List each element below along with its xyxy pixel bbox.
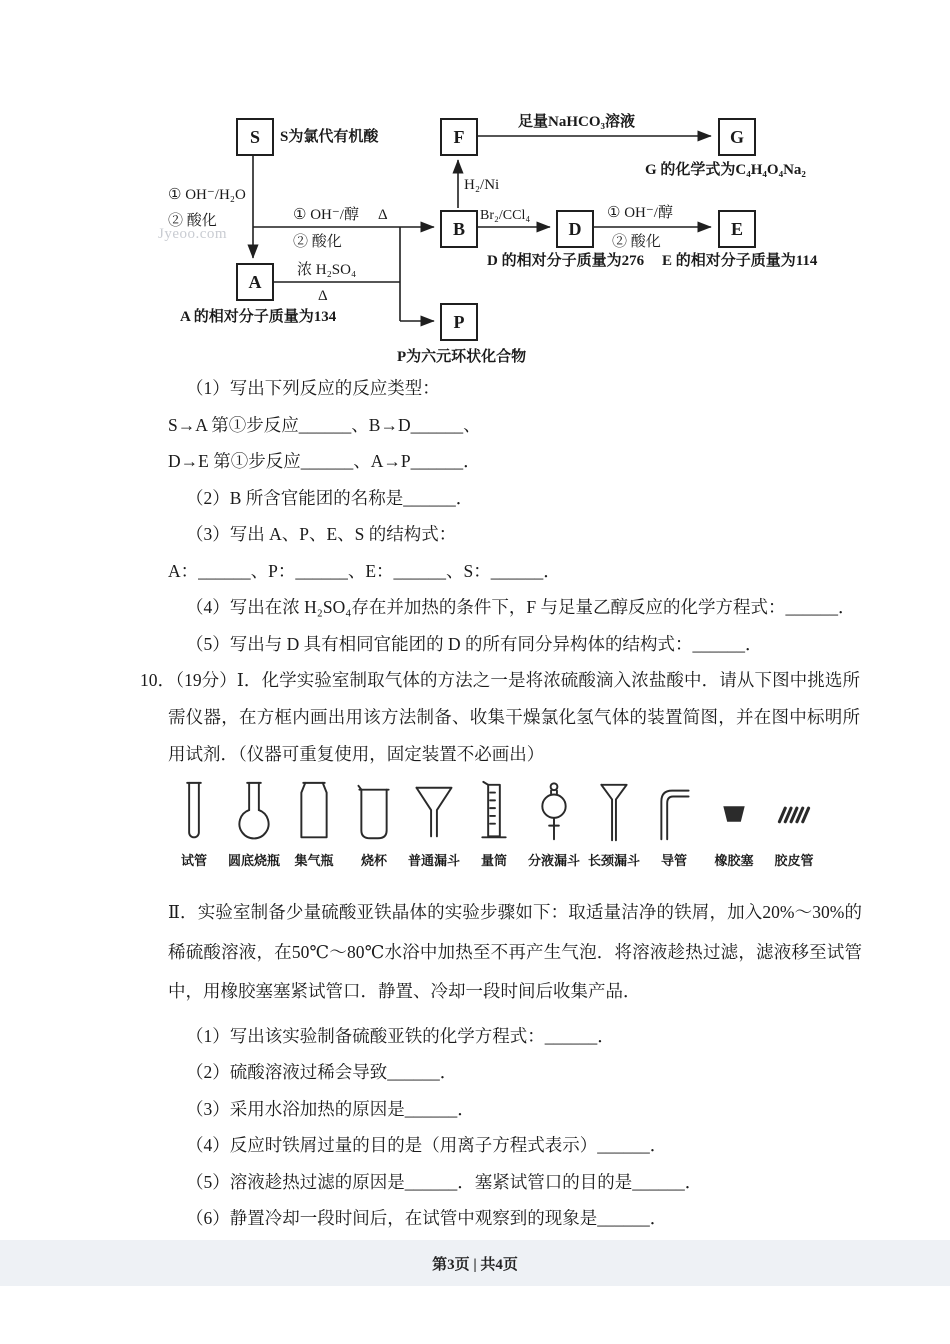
part2-item-4: （4）反应时铁屑过量的目的是（用离子方程式表示）______．: [186, 1135, 668, 1155]
a-to-b-reagent-label: 浓 H₂SO₄: [297, 262, 357, 278]
a-mass-label: A 的相对分子质量为134: [180, 309, 337, 325]
equipment-item: [164, 778, 224, 869]
part2-block: [168, 893, 862, 1237]
footer-bar: [0, 1240, 950, 1286]
q9-line-apes: A：______、P：______、E：______、S：______．: [168, 560, 561, 581]
equipment-label: 胶皮管: [774, 853, 814, 868]
d-to-e-step2-label: ② 酸化: [612, 234, 661, 250]
equipment-item: [404, 778, 464, 869]
equipment-label: 圆底烧瓶: [227, 853, 280, 868]
separating-funnel-icon: [526, 778, 582, 848]
node-B: B: [440, 210, 478, 248]
long-neck-funnel-icon: [586, 778, 642, 848]
f-to-g-reagent-label: 足量NaHCO₃溶液: [518, 114, 635, 130]
part2-item-6: （6）静置冷却一段时间后，在试管中观察到的现象是______．: [186, 1208, 668, 1228]
node-A: A: [236, 263, 274, 301]
node-P: P: [440, 303, 478, 341]
question-text-block: [140, 370, 860, 773]
funnel-icon: [406, 778, 462, 848]
q9-item-2: （2）B 所含官能团的名称是______．: [186, 487, 474, 508]
part2-item-1: （1）写出该实验制备硫酸亚铁的化学方程式：______．: [186, 1025, 615, 1046]
page-number: 第3页 | 共4页: [432, 1256, 518, 1273]
rubber-tubing-icon: [766, 778, 822, 848]
b-to-f-reagent-label: H₂/Ni: [464, 177, 500, 193]
node-G: G: [718, 118, 756, 156]
part2-item-3: （3）采用水浴加热的原因是______．: [186, 1098, 475, 1119]
equipment-item: [704, 778, 764, 869]
q9-item-3: （3）写出 A、P、E、S 的结构式：: [186, 524, 457, 544]
gas-jar-icon: [286, 778, 342, 848]
node-D: D: [556, 210, 594, 248]
node-S: S: [236, 118, 274, 156]
q9-item-5: （5）写出与 D 具有相同官能团的 D 的所有同分异构体的结构式：______．: [186, 633, 763, 654]
equipment-strip: [164, 778, 824, 869]
part2-items: [168, 1018, 862, 1237]
rubber-stopper-icon: [706, 778, 762, 848]
equipment-label: 长颈漏斗: [587, 853, 640, 868]
equipment-item: [584, 778, 644, 869]
q9-item-1: （1）写出下列反应的反应类型：: [186, 378, 440, 398]
graduated-cylinder-icon: [466, 778, 522, 848]
equipment-item: [224, 778, 284, 869]
test-tube-icon: [166, 778, 222, 848]
d-mass-label: D 的相对分子质量为276: [487, 253, 645, 269]
equipment-item: [524, 778, 584, 869]
watermark: Jyeoo.com: [158, 226, 228, 242]
b-to-d-reagent-label: Br₂/CCl₄: [480, 208, 531, 223]
s-to-a-step2-label: ② 酸化: [168, 213, 217, 229]
round-bottom-flask-icon: [226, 778, 282, 848]
equipment-label: 集气瓶: [294, 853, 334, 868]
s-to-b-step1-label: ① OH⁻/醇: [293, 207, 359, 223]
beaker-icon: [346, 778, 402, 848]
delivery-tube-icon: [646, 778, 702, 848]
q9-line-de: D→E 第①步反应______、A→P______．: [168, 451, 481, 471]
q10-intro: 10．（19分）Ⅰ．化学实验室制取气体的方法之一是将浓硫酸滴入浓盐酸中．请从下图中挑选所需仪器，在方框内画出用该方法制备、收集干燥氯化氢气体的装置简图，并在图中标明所用试剂．（仪器可重复使用，固定装置不必画出）: [140, 670, 860, 764]
equipment-item: [344, 778, 404, 869]
s-description-label: S为氯代有机酸: [280, 129, 379, 145]
equipment-label: 试管: [180, 853, 207, 868]
equipment-item: [644, 778, 704, 869]
s-to-b-delta-label: Δ: [378, 207, 388, 223]
q9-line-sa: S→A 第①步反应______、B→D______、: [168, 414, 481, 435]
s-to-b-step2-label: ② 酸化: [293, 234, 342, 250]
equipment-label: 烧杯: [360, 853, 387, 868]
p-description-label: P为六元环状化合物: [397, 349, 527, 365]
equipment-label: 橡胶塞: [714, 853, 754, 868]
e-mass-label: E 的相对分子质量为114: [662, 253, 818, 269]
part2-item-5: （5）溶液趁热过滤的原因是______．塞紧试管口的目的是______．: [186, 1171, 703, 1192]
reaction-flow-diagram: [0, 0, 950, 370]
q9-item-4: （4）写出在浓 H₂SO₄存在并加热的条件下，F 与足量乙醇反应的化学方程式：______．: [186, 597, 856, 617]
g-formula-label: G 的化学式为C₄H₄O₄Na₂: [645, 162, 806, 178]
equipment-label: 导管: [660, 853, 687, 868]
d-to-e-step1-label: ① OH⁻/醇: [607, 205, 673, 221]
part2-item-2: （2）硫酸溶液过稀会导致______．: [186, 1062, 458, 1082]
s-to-a-step1-label: ① OH⁻/H₂O: [168, 187, 246, 203]
node-F: F: [440, 118, 478, 156]
equipment-item: [464, 778, 524, 869]
equipment-label: 量筒: [480, 853, 507, 868]
equipment-label: 分液漏斗: [527, 853, 580, 868]
a-to-b-delta-label: Δ: [318, 288, 328, 304]
node-E: E: [718, 210, 756, 248]
part2-intro: Ⅱ．实验室制备少量硫酸亚铁晶体的实验步骤如下：取适量洁净的铁屑，加入20%～30%的稀硫酸溶液，在50℃～80℃水浴中加热至不再产生气泡．将溶液趁热过滤，滤液移至试管中，用橡胶塞塞紧试管口．静置、冷却一段时间后收集产品．: [168, 902, 862, 1001]
equipment-item: [284, 778, 344, 869]
equipment-item: [764, 778, 824, 869]
equipment-label: 普通漏斗: [407, 853, 460, 868]
